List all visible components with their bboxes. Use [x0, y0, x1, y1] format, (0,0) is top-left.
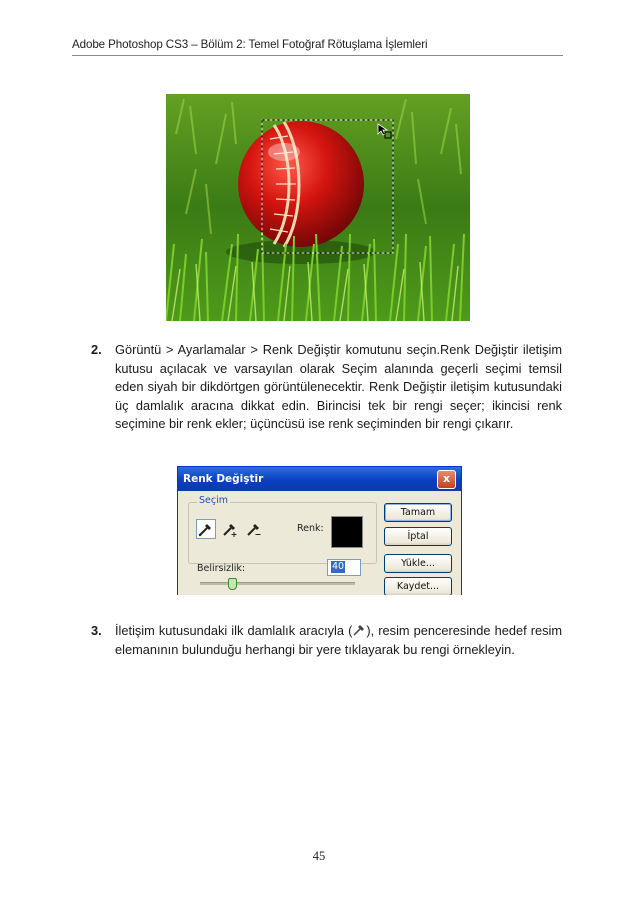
step-3-paragraph [91, 622, 562, 659]
ok-button[interactable]: Tamam [384, 503, 452, 522]
photo-illustration [166, 94, 470, 321]
fuzziness-slider-track[interactable] [200, 582, 355, 585]
dialog-title: Renk Değiştir [183, 473, 264, 485]
load-button[interactable]: Yükle... [384, 554, 452, 573]
eyedropper-icon [352, 623, 366, 637]
renk-label: Renk: [297, 523, 324, 534]
color-swatch[interactable] [331, 516, 363, 548]
fuzziness-slider-thumb[interactable] [228, 578, 237, 590]
step-3-text-after: ), resim penceresinde hedef resim elemanının bulunduğu herhangi bir yere tıklayarak bu rengi örnekleyin. [115, 623, 562, 657]
step-3-number: 3. [91, 623, 102, 638]
step-2-paragraph [91, 341, 562, 434]
cancel-button[interactable]: İptal [384, 527, 452, 546]
selection-group-label: Seçim [199, 495, 228, 506]
eyedropper-minus-icon[interactable] [244, 519, 264, 539]
cricket-ball-photo [166, 94, 470, 321]
step-2-number: 2. [91, 342, 102, 357]
dialog-title-bar [178, 467, 461, 491]
step-3-text [115, 622, 562, 659]
running-header: Adobe Photoshop CS3 – Bölüm 2: Temel Fotoğraf Rötuşlama İşlemleri [72, 38, 428, 51]
renk-degistir-dialog [177, 466, 462, 595]
save-button[interactable]: Kaydet... [384, 577, 452, 595]
header-rule [72, 55, 563, 56]
step-2-text: Görüntü > Ayarlamalar > Renk Değiştir komutunu seçin.Renk Değiştir iletişim kutusu açılacak ve varsayılan olarak Seçim alanında geçerli seçimi temsil eden siyah bir dikdörtgen görüntülenecektir. Renk Değiştir iletişim kutusundaki üç damlalık aracına dikkat edin. Birincisi tek bir rengi seçer; ikincisi renk seçimine bir renk ekler; üçüncüsü ise renk seçiminden bir rengi çıkarır. [115, 342, 562, 432]
step-3-text-before: İletişim kutusundaki ilk damlalık aracıyla ( [115, 623, 353, 638]
fuzziness-input[interactable] [327, 559, 361, 576]
close-icon[interactable]: x [437, 470, 456, 489]
eyedropper-icon[interactable] [196, 519, 216, 539]
eyedropper-plus-icon[interactable] [220, 519, 240, 539]
fuzziness-value: 40 [332, 561, 345, 572]
fuzziness-label: Belirsizlik: [197, 563, 246, 574]
page-number: 45 [312, 849, 326, 863]
